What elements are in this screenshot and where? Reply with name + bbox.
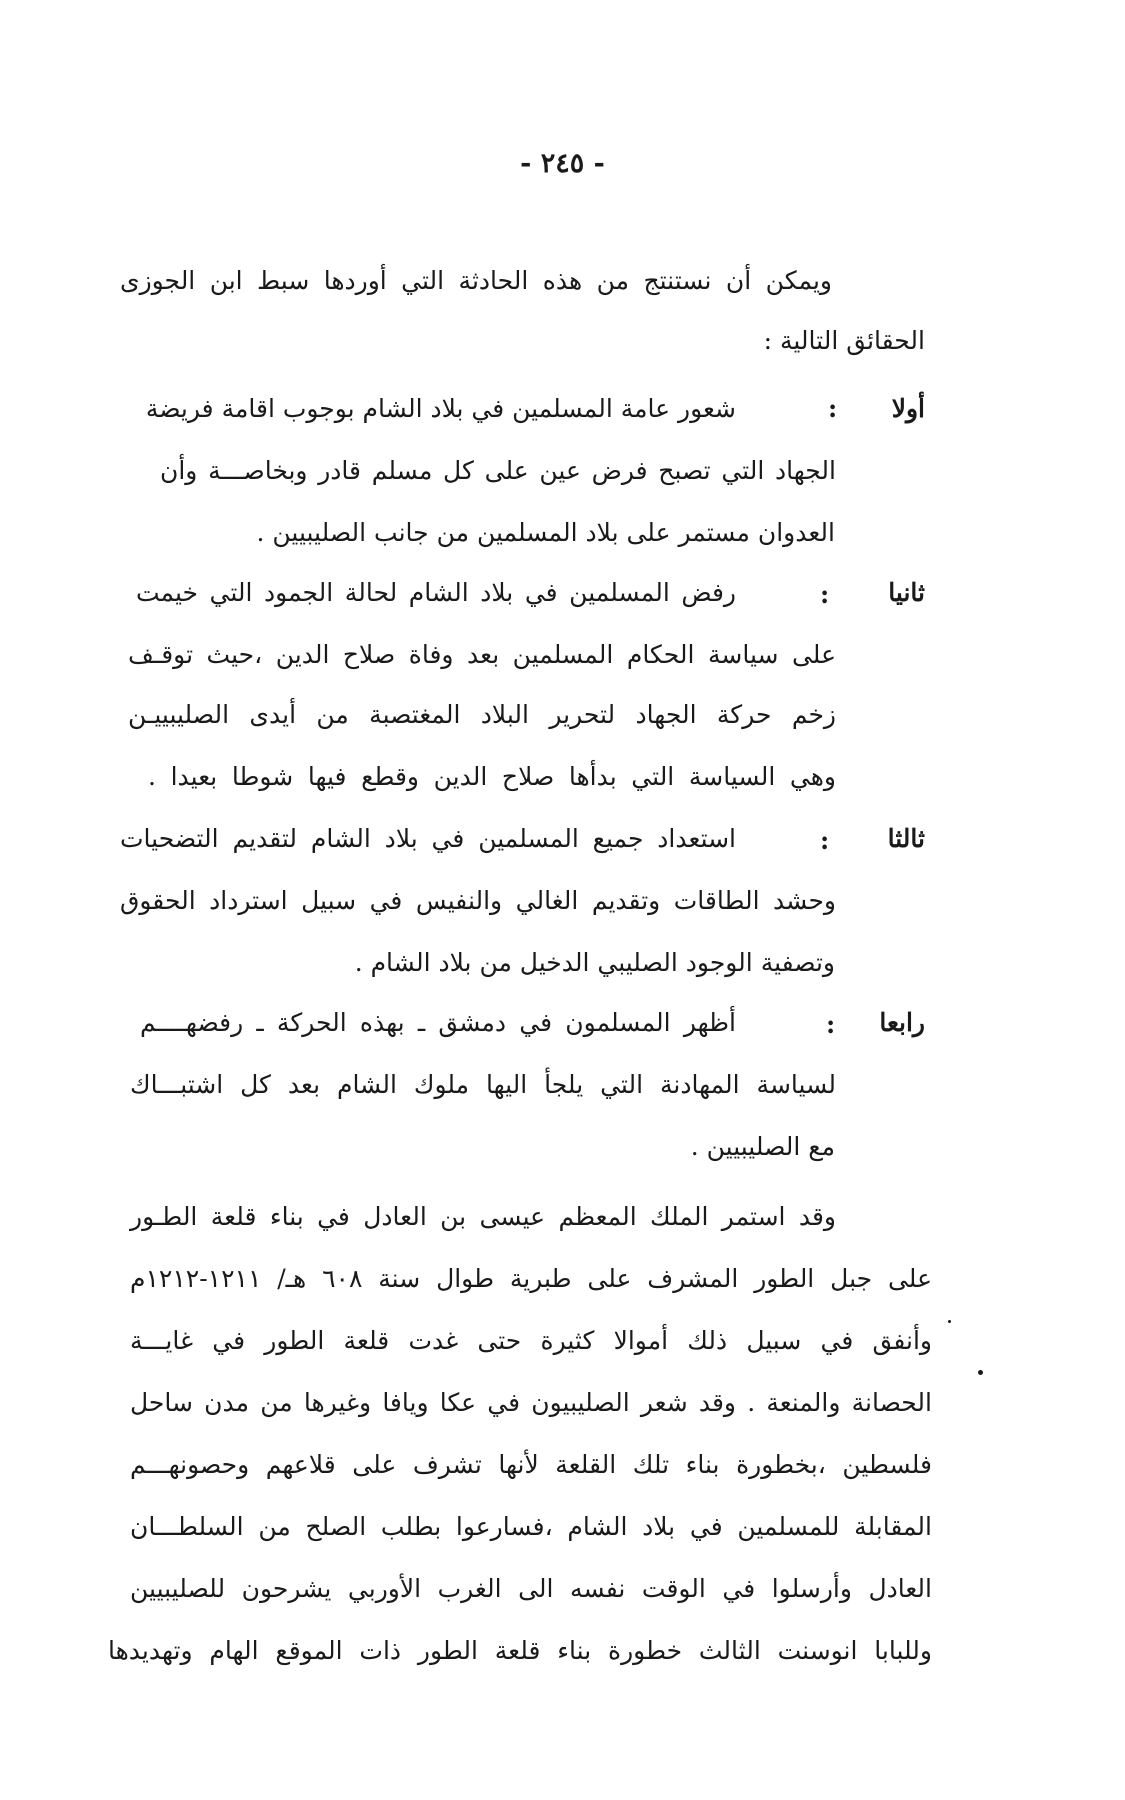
- paragraph-line-8: وللبابا انوسنت الثالث خطورة بناء قلعة الطور ذات الموقع الهام وتهديدها: [108, 1636, 932, 1665]
- point-4-line-2: لسياسة المهادنة التي يلجأ اليها ملوك الشام بعد كل اشتبـــاك: [130, 1070, 836, 1099]
- point-3-line-1: استعداد جميع المسلمين في بلاد الشام لتقديم التضحيات: [120, 824, 736, 853]
- intro-line-1: ويمكن أن نستنتج من هذه الحادثة التي أوردها سبط ابن الجوزى: [120, 266, 832, 295]
- point-3-label: ثالثا: [887, 824, 925, 853]
- point-1-colon: :: [828, 394, 838, 423]
- scan-speck: [978, 1370, 983, 1375]
- paragraph-line-1: وقد استمر الملك المعظم عيسى بن العادل في بناء قلعة الطـور: [130, 1202, 836, 1231]
- point-1-label: أولا: [891, 394, 925, 423]
- intro-line-2: الحقائق التالية :: [763, 326, 925, 355]
- paragraph-line-3: وأنفق في سبيل ذلك أموالا كثيرة حتى غدت قلعة الطور في غايـــة: [130, 1326, 932, 1355]
- point-1-line-2: الجهاد التي تصبح فرض عين على كل مسلم قادر وبخاصـــة وأن: [160, 456, 836, 485]
- point-1-line-3: العدوان مستمر على بلاد المسلمين من جانب الصليبيين .: [256, 518, 835, 547]
- paragraph-line-7: العادل وأرسلوا في الوقت نفسه الى الغرب الأوربي يشرحون للصليبيين: [130, 1574, 932, 1603]
- point-2-line-3: زخم حركة الجهاد لتحرير البلاد المغتصبة من أيدى الصليبييـن: [128, 700, 836, 729]
- point-3-line-3: وتصفية الوجود الصليبي الدخيل من بلاد الشام .: [354, 948, 835, 977]
- paragraph-line-2: على جبل الطور المشرف على طبرية طوال سنة ٦٠٨ هـ/ ١٢١١-١٢١٢م: [130, 1264, 932, 1293]
- point-2-line-4: وهي السياسة التي بدأها صلاح الدين وقطع فيها شوطا بعيدا .: [148, 762, 836, 791]
- scan-speck: [948, 1320, 951, 1323]
- page-number: - ٢٤٥ -: [520, 148, 605, 179]
- point-2-line-2: على سياسة الحكام المسلمين بعد وفاة صلاح الدين ،حيث توقـف: [128, 640, 836, 669]
- point-4-line-3: مع الصليبيين .: [690, 1132, 835, 1161]
- point-1-line-1: شعور عامة المسلمين في بلاد الشام بوجوب اقامة فريضة: [145, 394, 736, 423]
- point-4-colon: :: [826, 1010, 836, 1039]
- point-3-colon: :: [820, 826, 830, 855]
- point-2-colon: :: [820, 580, 830, 609]
- paragraph-line-6: المقابلة للمسلمين في بلاد الشام ،فسارعوا بطلب الصلح من السلطـــان: [130, 1512, 932, 1541]
- point-4-label: رابعا: [879, 1008, 925, 1037]
- point-4-line-1: أظهر المسلمون في دمشق ـ بهذه الحركة ـ رفضهــــم: [140, 1008, 736, 1037]
- point-2-label: ثانيا: [888, 578, 925, 607]
- point-3-line-2: وحشد الطاقات وتقديم الغالي والنفيس في سبيل استرداد الحقوق: [120, 886, 836, 915]
- paragraph-line-5: فلسطين ،بخطورة بناء تلك القلعة لأنها تشرف على قلاعهم وحصونهـــم: [130, 1450, 932, 1479]
- paragraph-line-4: الحصانة والمنعة . وقد شعر الصليبيون في عكا ويافا وغيرها من مدن ساحل: [130, 1388, 932, 1417]
- point-2-line-1: رفض المسلمين في بلاد الشام لحالة الجمود التي خيمت: [136, 578, 736, 607]
